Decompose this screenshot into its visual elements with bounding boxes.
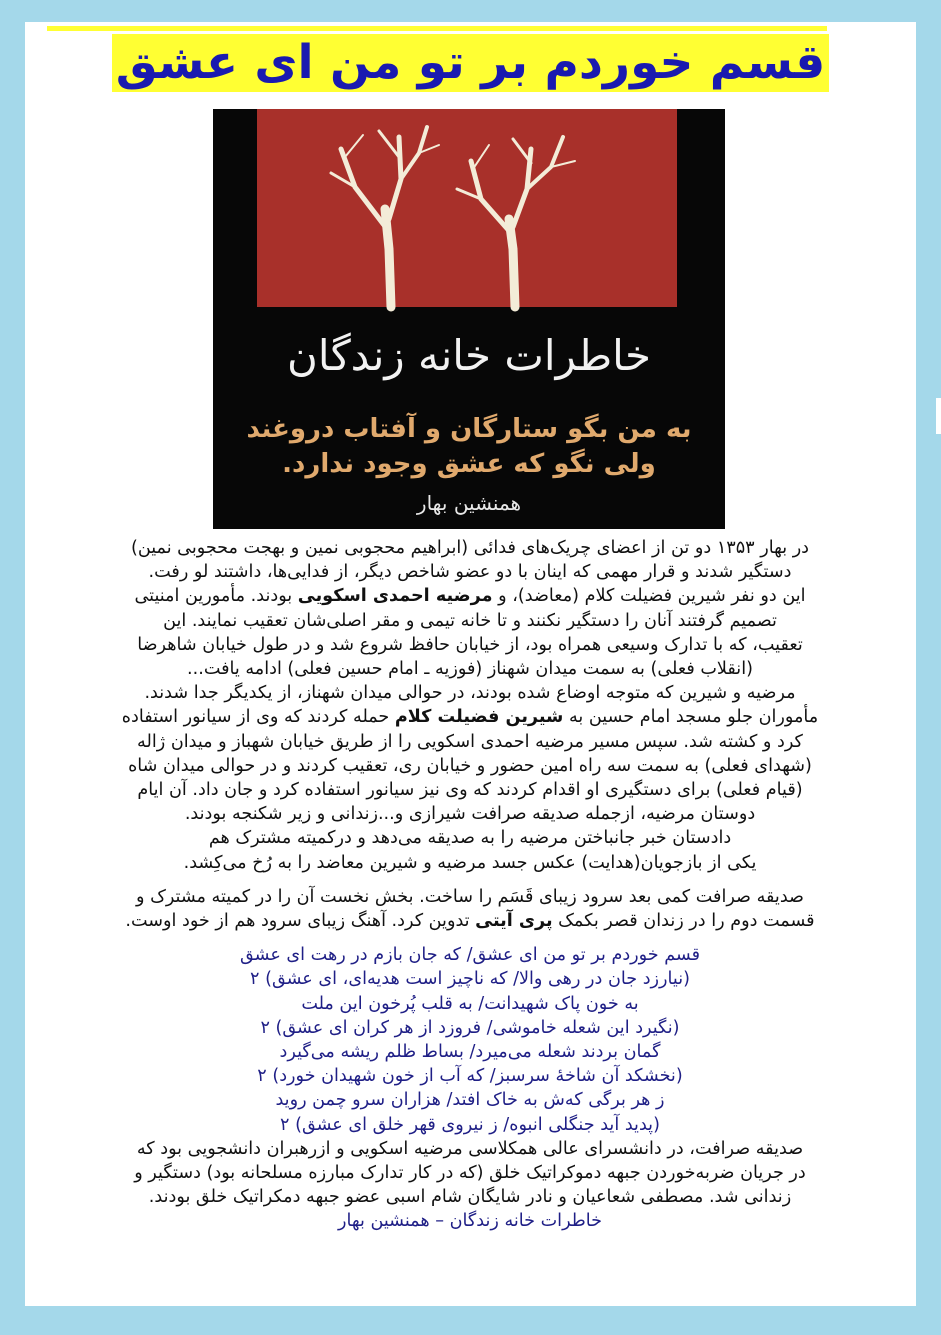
document-page [25,22,916,1306]
source-footer: خاطرات خانه زندگان – همنشین بهار [337,1211,603,1232]
cover-quote-line-1: به من بگو ستارگان و آفتاب دروغند [246,414,692,444]
text-line: تعقیب، که با تدارک وسیعی همراه بود، از خیابان حافظ شروع شد و در طول خیابان شاهرضا [137,634,803,655]
two-trees-illustration [213,109,725,317]
lyric-line: قسم خوردم بر تو من ای عشق/ که جان بازم در رهت ای عشق [239,945,701,966]
book-cover-image [213,109,725,529]
text-line: در جریان ضربه‌خوردن جبهه دموکراتیک خلق (که در کار تدارک مبارزه مسلحانه بود) دستگیر و [134,1163,806,1184]
lyric-line: (نیارزد جان در رهی والا/ که ناچیز است هدیه‌ای، ای عشق) ۲ [250,969,690,990]
text-line: دادستان خبر جانباختن مرضیه را به صدیقه می‌دهد و درکمیته مشترک هم [208,828,732,849]
lyric-line: گمان بردند شعله می‌میرد/ بساط ظلم ریشه می‌گیرد [279,1042,661,1063]
top-yellow-rule [47,26,827,31]
text-line: یکی از بازجویان(هدایت) عکس جسد مرضیه و شیرین معاضد را به رُخ می‌کِشد. [183,852,757,873]
text-line: دوستان مرضیه، ازجمله صدیقه صرافت شیرازی و...زندانی و زیر شکنجه بودند. [184,804,756,825]
text-line: (انقلاب فعلی) به سمت میدان شهناز (فوزیه ـ امام حسین فعلی) ادامه یافت... [187,659,753,680]
text-line: در بهار ۱۳۵۳ دو تن از اعضای چریک‌های فدائی (ابراهیم محجوبی نمین و بهجت محجوبی نمین) [130,538,810,558]
cover-author: همنشین بهار [416,491,522,515]
text-line: این دو نفر شیرین فضیلت کلام (معاضد)، و مرضیه احمدی اسکویی بودند. مأمورین امنیتی [134,586,806,607]
cover-heading: خاطرات خانه زندگان [287,331,651,380]
cover-quote [213,412,725,482]
edge-tab [936,398,941,434]
title-container [25,34,916,92]
lyric-line: (نگیرد این شعله خاموشی/ فروزد از هر کران ای عشق) ۲ [260,1017,680,1038]
text-line: (قیام فعلی) برای دستگیری او اقدام کردند که وی نیز سیانور استفاده کرد و جان داد. آن ایام [137,780,803,801]
text-line: زندانی شد. مصطفی شعاعیان و نادر شایگان شام اسبی عضو جبهه دمکراتیک خلق بودند. [148,1187,792,1208]
text-line: کرد و کشته شد. سپس مسیر مرضیه احمدی اسکویی را از طریق خیابان شهباز و میدان ژاله [137,731,803,752]
anthem-lyrics [35,943,905,1137]
red-panel [257,109,677,307]
text-line: قسمت دوم را در زندان قصر بکمک پری آیتی تدوین کرد. آهنگ زیبای سرود هم از خود اوست. [125,911,815,932]
article-body [35,536,905,1234]
text-line: (شهدای فعلی) به سمت سه راه امین حضور و خیابان ری، تعقیب کردند و در حوالی میدان شاه [128,755,812,776]
cover-quote-line-2: ولی نگو که عشق وجود ندارد. [282,449,656,479]
page-title: قسم خوردم بر تو من ای عشق [112,34,829,92]
text-line: صدیقه صرافت، در دانشسرای عالی همکلاسی مرضیه اسکویی و ازرهبران دانشجویی بود که [136,1138,804,1159]
lyric-line: (نخشکد آن شاخهٔ سرسبز/ که آب از خون شهیدان خورد) ۲ [257,1066,683,1087]
text-line: مأموران جلو مسجد امام حسین به شیرین فضیلت کلام حمله کردند که وی از سیانور استفاده [121,707,819,728]
highlight-name: پری آیتی [475,911,553,932]
text-line: مرضیه و شیرین که متوجه اوضاع شده بودند، در حوالی میدان شهناز، از یکدیگر جدا شدند. [144,683,796,704]
highlight-name: مرضیه احمدی اسکویی [297,586,493,607]
highlight-name: شیرین فضیلت کلام [394,707,564,728]
lyric-line: (پدید آید جنگلی انبوه/ ز نیروی قهر خلق ای عشق) ۲ [280,1114,660,1135]
lyric-line: به خون پاک شهیدانت/ به قلب پُرخون این ملت [301,993,639,1014]
text-line: تصمیم گرفتند آنان را دستگیر نکنند و تا خانه تیمی و مقر اصلی‌شان تعقیب نمایند. این [163,610,777,631]
lyric-line: ز هر برگی که‌ش به خاک افتد/ هزاران سرو چمن روید [275,1090,665,1111]
text-line: صدیقه صرافت کمی بعد سرود زیبای قَسَم را ساخت. بخش نخست آن را در کمیته مشترک و [135,886,804,907]
text-line: دستگیر شدند و قرار مهمی که اینان با دو عضو شاخص دیگر، از فدایی‌ها، داشتند لو رفت. [148,562,792,583]
